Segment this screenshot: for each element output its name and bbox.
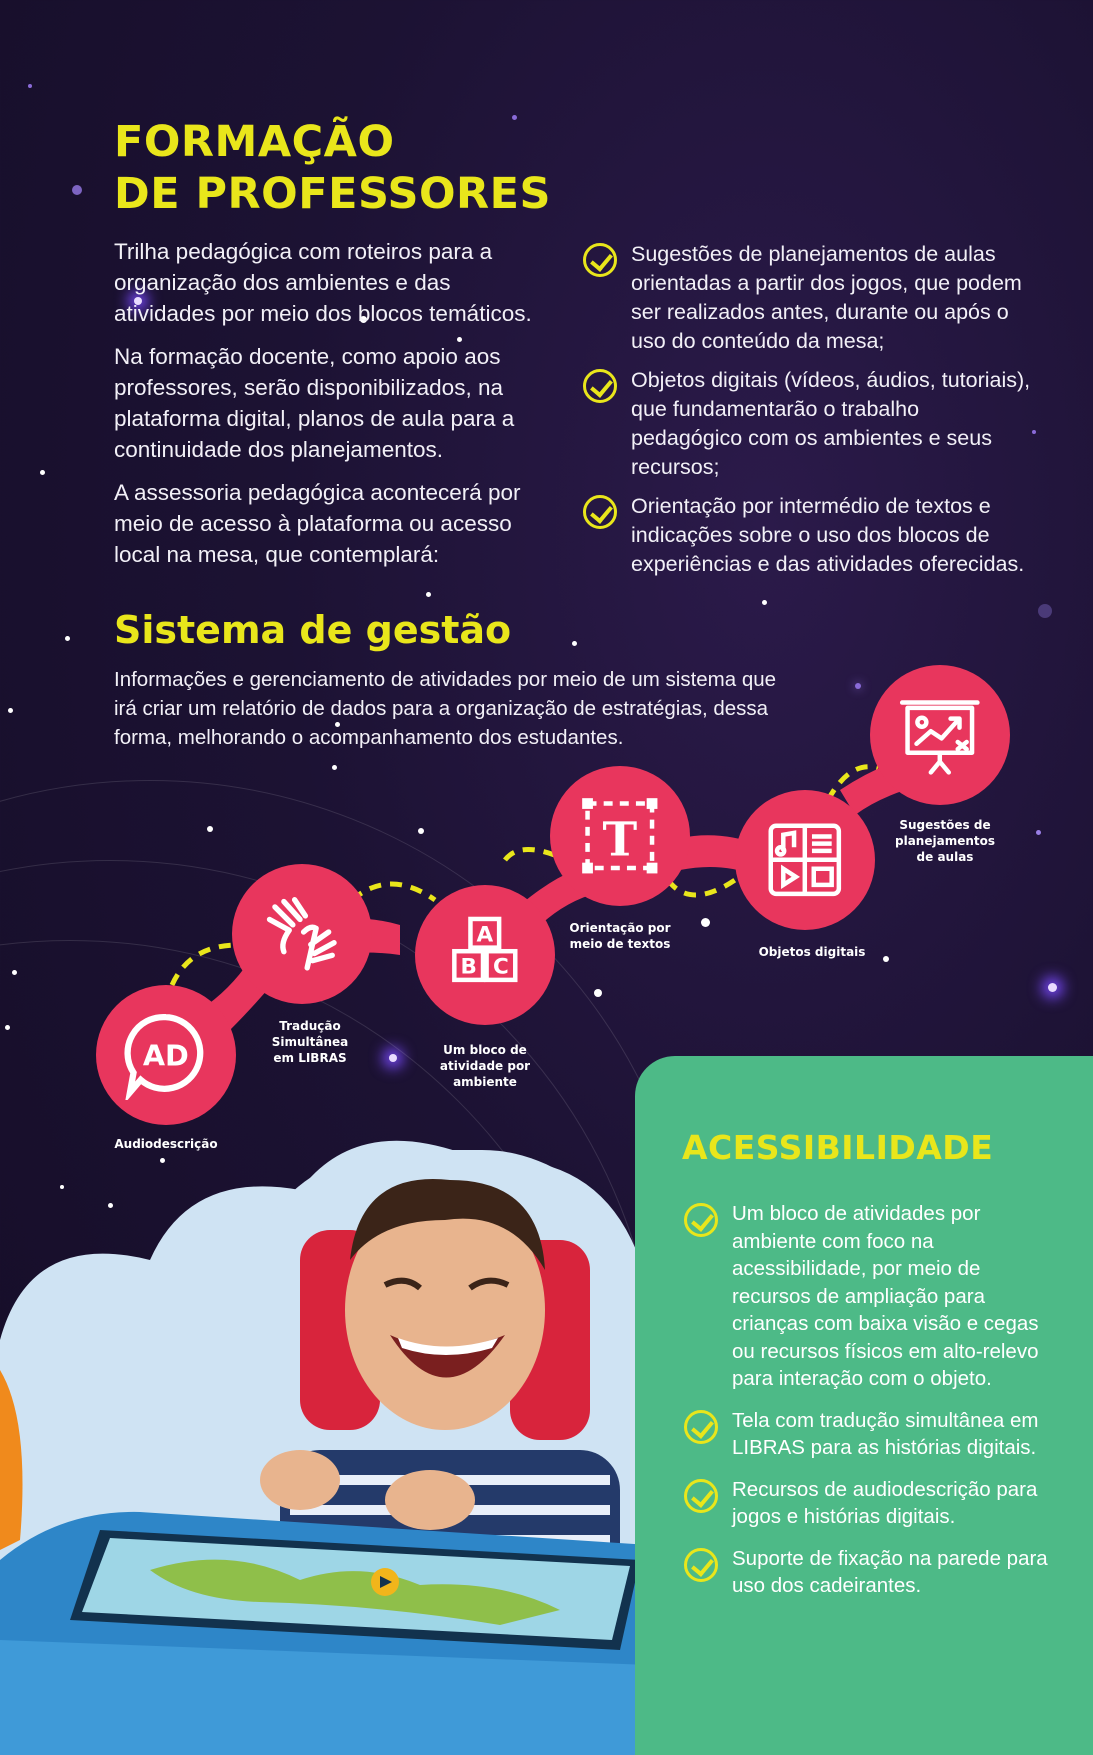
list-item-text: Tela com tradução simultânea em LIBRAS para as histórias digitais. bbox=[732, 1408, 1039, 1459]
sign-language-icon bbox=[257, 889, 347, 979]
list-item-text: Recursos de audiodescrição para jogos e histórias digitais. bbox=[732, 1477, 1038, 1528]
intro-paragraph: Trilha pedagógica com roteiros para a organização dos ambientes e das atividades por meio dos blocos temáticos. bbox=[114, 239, 532, 326]
accessibility-title: ACESSIBILIDADE bbox=[682, 1128, 994, 1167]
feature-node-lesson-planning bbox=[870, 665, 1010, 805]
accessibility-checklist bbox=[684, 1200, 1054, 1614]
feature-node-text-guidance bbox=[550, 766, 690, 906]
feature-node-sign-language bbox=[232, 864, 372, 1004]
list-item bbox=[684, 1200, 1054, 1393]
audio-description-icon bbox=[121, 1010, 211, 1100]
svg-text:C: C bbox=[493, 954, 510, 980]
management-title: Sistema de gestão bbox=[114, 608, 512, 652]
abc-blocks-icon bbox=[440, 910, 530, 1000]
list-item-text: Orientação por intermédio de textos e indicações sobre o uso dos blocos de experiências e das atividades oferecidas. bbox=[631, 494, 1025, 576]
checkmark-icon bbox=[684, 1479, 718, 1513]
title-line-1: FORMAÇÃO bbox=[114, 117, 395, 167]
feature-label: Um bloco de atividade por ambiente bbox=[439, 1043, 531, 1089]
intro-paragraph: Na formação docente, como apoio aos professores, serão disponibilizados, na plataforma digital, planos de aula para a continuidade dos planejamentos. bbox=[114, 344, 515, 462]
svg-text:B: B bbox=[460, 954, 478, 980]
intro-paragraph: A assessoria pedagógica acontecerá por meio de acesso à plataforma ou acesso local na mesa, que contemplará: bbox=[114, 480, 521, 567]
checkmark-icon bbox=[684, 1548, 718, 1582]
feature-node-audio-description bbox=[96, 985, 236, 1125]
list-item-text: Um bloco de atividades por ambiente com foco na acessibilidade, por meio de recursos de ampliação para crianças com baixa visão e cegas ou recursos físicos em alto-relevo para interação com o objeto. bbox=[732, 1202, 1039, 1390]
checkmark-icon bbox=[684, 1203, 718, 1237]
list-item-text: Suporte de fixação na parede para uso dos cadeirantes. bbox=[732, 1546, 1048, 1597]
feature-label: Audiodescrição bbox=[114, 1137, 218, 1151]
list-item bbox=[684, 1476, 1054, 1531]
title-line-2: DE PROFESSORES bbox=[114, 169, 551, 219]
presentation-board-icon bbox=[895, 690, 985, 780]
media-grid-icon bbox=[760, 815, 850, 905]
svg-text:T: T bbox=[602, 811, 638, 867]
feature-node-activity-block bbox=[415, 885, 555, 1025]
feature-label: Objetos digitais bbox=[758, 945, 866, 959]
list-item-text: Objetos digitais (vídeos, áudios, tutoriais), que fundamentarão o trabalho pedagógico com os ambientes e seus recursos; bbox=[631, 368, 1031, 479]
svg-text:A: A bbox=[476, 922, 494, 948]
feature-label: Orientação por meio de textos bbox=[569, 921, 671, 951]
feature-label: Tradução Simultânea em LIBRAS bbox=[271, 1019, 349, 1065]
interactive-table-illustration bbox=[0, 1490, 650, 1755]
list-item bbox=[684, 1407, 1054, 1462]
management-description: Informações e gerenciamento de atividades por meio de um sistema que irá criar um relatório de dados para a organização de estratégias, dessa forma, melhorando o acompanhamento dos estudantes. bbox=[114, 668, 777, 749]
feature-node-digital-objects bbox=[735, 790, 875, 930]
svg-text:AD: AD bbox=[143, 1038, 189, 1073]
list-item bbox=[684, 1545, 1054, 1600]
list-item-text: Sugestões de planejamentos de aulas orientadas a partir dos jogos, que podem ser realizados antes, durante ou após o uso do conteúdo da mesa; bbox=[631, 242, 1022, 353]
feature-label: Sugestões de planejamentos de aulas bbox=[895, 818, 996, 864]
checkmark-icon bbox=[684, 1410, 718, 1444]
text-tool-icon bbox=[575, 791, 665, 881]
